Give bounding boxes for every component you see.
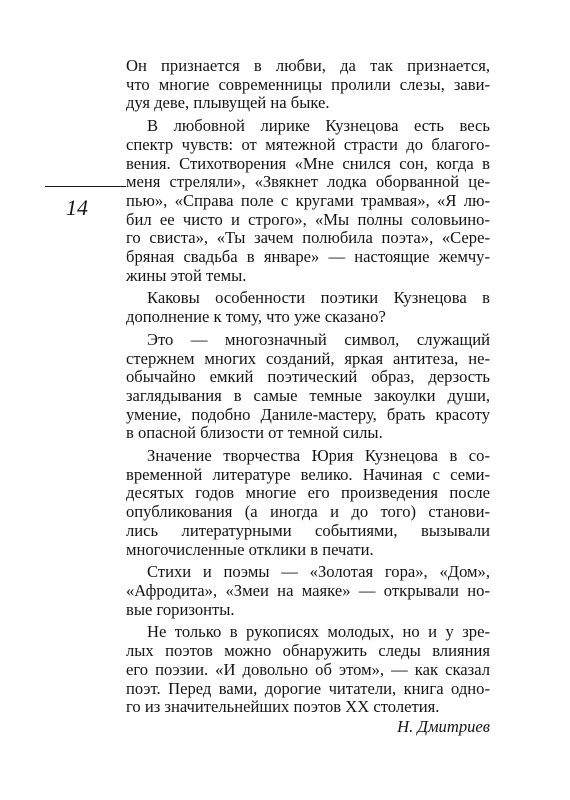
text-line: бил ее чисто и строго», «Мы полны соловьино- (126, 209, 490, 229)
text-line: лись литературными событиями, вызывали (126, 520, 490, 540)
text-line: заглядывания в самые темные закоулки души, (126, 385, 490, 405)
text-line: В любовной лирике Кузнецова есть весь (147, 116, 490, 136)
paragraph (126, 57, 490, 113)
text-line: вения. Стихотворения «Мне снился сон, когда в (126, 153, 490, 173)
text-line: многочисленные отклики в печати. (126, 539, 374, 559)
text-line: поэт. Перед вами, дорогие читатели, книга одно- (126, 678, 490, 698)
text-line: жины этой темы. (126, 265, 247, 285)
paragraph (126, 623, 490, 736)
text-line: его поэзии. «И довольно об этом», — как сказал (126, 659, 490, 679)
body-text (126, 57, 490, 741)
text-line: дополнение к тому, что уже сказано? (126, 307, 386, 327)
text-line: обычайно емкий поэтический образ, дерзость (126, 367, 490, 387)
page-number: 14 (66, 195, 88, 220)
text-line: го свиста», «Ты зачем полюбила поэта», «Сере- (126, 228, 490, 248)
paragraph (126, 447, 490, 559)
paragraph (126, 331, 490, 443)
text-line: вые горизонты. (126, 599, 235, 619)
text-line: лых поэтов можно обнаружить следы влияния (126, 641, 490, 661)
text-line: Каковы особенности поэтики Кузнецова в (147, 288, 490, 308)
text-line: дуя деве, плывущей на быке. (126, 93, 330, 113)
paragraph (126, 289, 490, 326)
text-line: го из значительнейших поэтов XX столетия. (126, 697, 440, 717)
text-line: Это — многозначный символ, служащий (147, 329, 490, 349)
text-line: что многие современницы пролили слезы, зави- (126, 74, 490, 94)
author-signature: Н. Дмитриев (397, 716, 490, 736)
text-line: Не только в рукописях молодых, но и у зре- (147, 622, 490, 642)
text-line: десятых годов многие его произведения после (126, 483, 490, 503)
margin-rule (45, 186, 126, 187)
text-line: временной литературе велико. Начиная с семи- (126, 464, 490, 484)
text-line: пью», «Справа поле с кругами трамвая», «Я лю- (126, 190, 490, 210)
text-line: умение, подобно Даниле-мастеру, брать красоту (126, 404, 490, 424)
text-line: спектр чувств: от мятежной страсти до благого- (126, 134, 490, 154)
text-line: бряная свадьба в январе» — настоящие жемчу- (126, 247, 490, 267)
text-line: опубликования (а иногда и до того) станови- (126, 502, 490, 522)
text-line: стержнем многих созданий, яркая антитеза, не- (126, 348, 490, 368)
text-line: Стихи и поэмы — «Золотая гора», «Дом», (147, 562, 490, 582)
paragraph (126, 563, 490, 619)
text-line: меня стреляли», «Звякнет лодка оборванной це- (126, 172, 490, 192)
text-line: Значение творчества Юрия Кузнецова в со- (147, 446, 490, 466)
text-line: Он признается в любви, да так признается, (126, 56, 490, 75)
text-line: «Афродита», «Змеи на маяке» — открывали но- (126, 580, 490, 600)
text-line: в опасной близости от темной силы. (126, 423, 383, 443)
paragraph (126, 117, 490, 285)
